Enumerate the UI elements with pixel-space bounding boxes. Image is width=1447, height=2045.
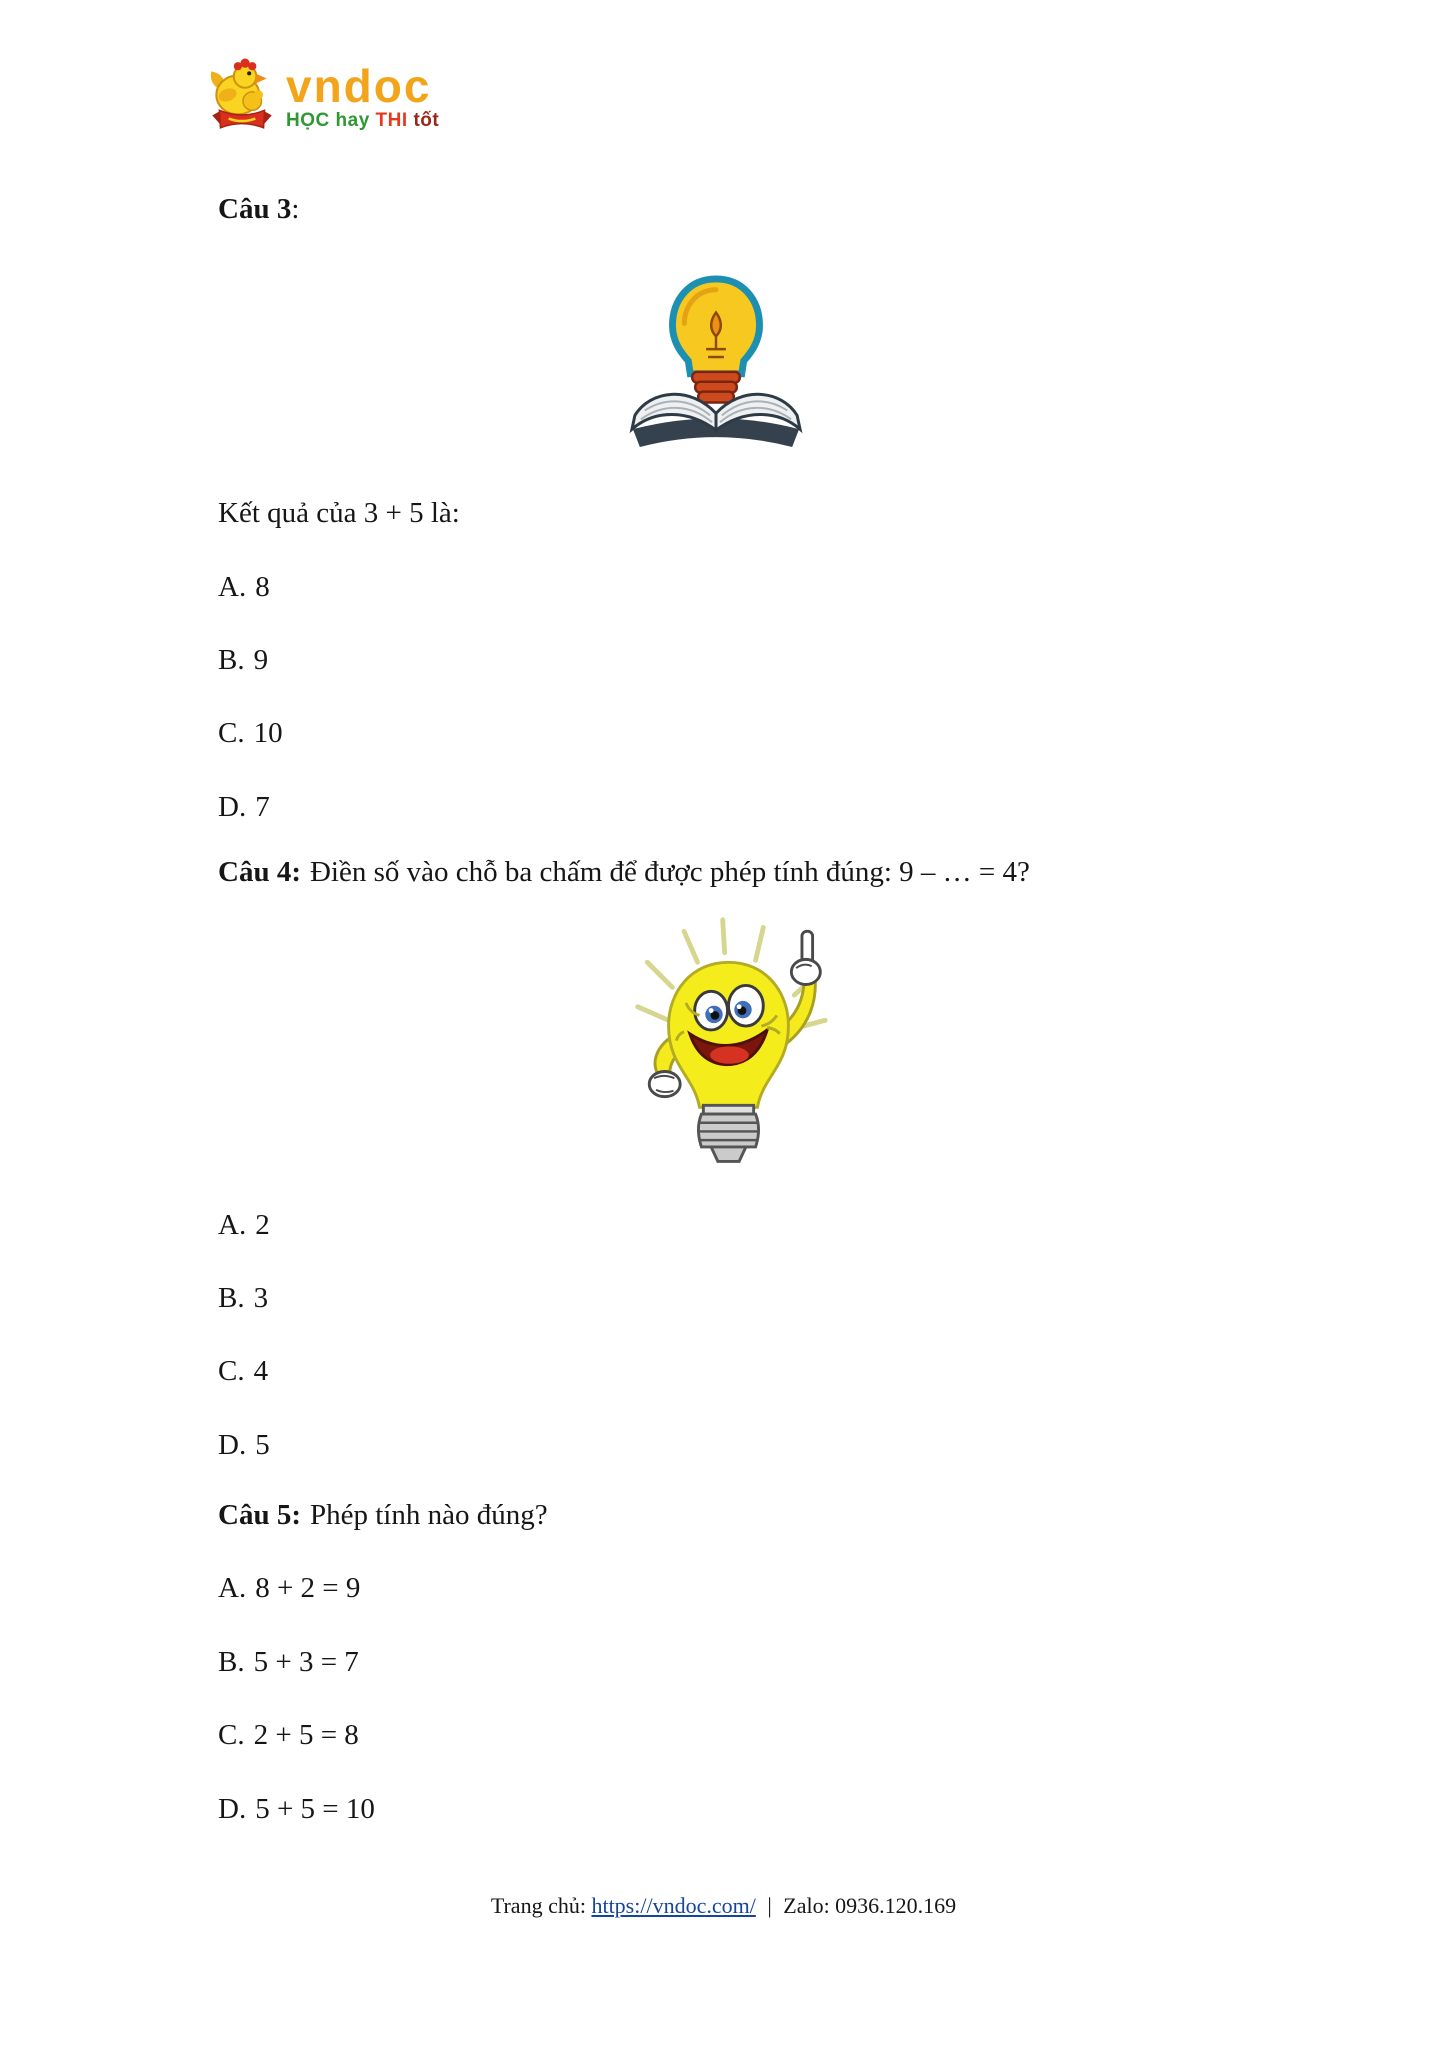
- question-3-heading: [218, 192, 299, 227]
- question-5-heading: [218, 1498, 548, 1533]
- logo-brand: vndoc: [286, 59, 432, 112]
- vndoc-logo: [206, 58, 439, 138]
- question-5-option-c: [218, 1718, 359, 1753]
- tagline-word-hoc: HỌC: [286, 110, 330, 132]
- option-value: 5: [255, 1429, 270, 1461]
- question-3-option-c: [218, 716, 283, 751]
- option-label: D.: [218, 1429, 247, 1461]
- option-value: 7: [255, 791, 270, 823]
- question-4-option-a: [218, 1208, 270, 1243]
- question-5-number: Câu 5:: [218, 1499, 301, 1531]
- footer-home-link[interactable]: https://vndoc.com/: [591, 1893, 756, 1918]
- question-3-option-a: [218, 570, 270, 605]
- lightbulb-on-book-illustration: [627, 263, 805, 456]
- tagline-word-hay: hay: [335, 110, 370, 132]
- chicken-mascot-icon: [206, 58, 278, 138]
- option-value: 2 + 5 = 8: [253, 1719, 359, 1751]
- option-label: A.: [218, 1209, 247, 1241]
- option-value: 8: [255, 571, 270, 603]
- option-label: D.: [218, 791, 247, 823]
- option-value: 10: [253, 717, 283, 749]
- option-label: B.: [218, 1646, 245, 1678]
- option-value: 3: [253, 1282, 269, 1314]
- option-value: 5 + 5 = 10: [255, 1793, 375, 1825]
- smiling-lightbulb-illustration: [622, 912, 835, 1173]
- footer-zalo: Zalo: 0936.120.169: [783, 1893, 957, 1918]
- option-value: 8 + 2 = 9: [255, 1572, 361, 1604]
- option-label: B.: [218, 1282, 245, 1314]
- question-3-text: Kết quả của 3 + 5 là:: [218, 497, 460, 529]
- footer-separator: |: [767, 1893, 772, 1918]
- option-label: A.: [218, 571, 247, 603]
- option-label: C.: [218, 1719, 245, 1751]
- option-label: B.: [218, 644, 245, 676]
- option-label: C.: [218, 1355, 245, 1387]
- question-4-heading: [218, 855, 1030, 890]
- option-value: 9: [253, 644, 269, 676]
- tagline-word-tot: tốt: [413, 110, 440, 132]
- footer-home-label: Trang chủ:: [490, 1893, 586, 1918]
- logo-tagline: [286, 111, 439, 130]
- question-3-option-b: [218, 643, 268, 678]
- option-value: 4: [253, 1355, 269, 1387]
- option-value: 5 + 3 = 7: [253, 1646, 359, 1678]
- question-4-option-c: [218, 1354, 268, 1389]
- option-label: D.: [218, 1793, 247, 1825]
- question-4-option-b: [218, 1281, 268, 1316]
- logo-text: [286, 59, 440, 132]
- question-5-text: Phép tính nào đúng?: [309, 1499, 548, 1531]
- option-label: C.: [218, 717, 245, 749]
- question-3-colon: :: [291, 193, 300, 225]
- question-3-option-d: [218, 790, 270, 825]
- question-4-text: Điền số vào chỗ ba chấm để được phép tính đúng: 9 – … = 4?: [309, 856, 1030, 888]
- tagline-word-thi: THI: [375, 110, 408, 132]
- option-value: 2: [255, 1209, 270, 1241]
- question-3-number: Câu 3: [218, 193, 292, 225]
- question-5-option-d: [218, 1792, 375, 1827]
- question-5-option-a: [218, 1571, 360, 1606]
- page-footer: [0, 1893, 1447, 1919]
- question-5-option-b: [218, 1645, 359, 1680]
- question-4-number: Câu 4:: [218, 856, 301, 888]
- question-4-option-d: [218, 1428, 270, 1463]
- option-label: A.: [218, 1572, 247, 1604]
